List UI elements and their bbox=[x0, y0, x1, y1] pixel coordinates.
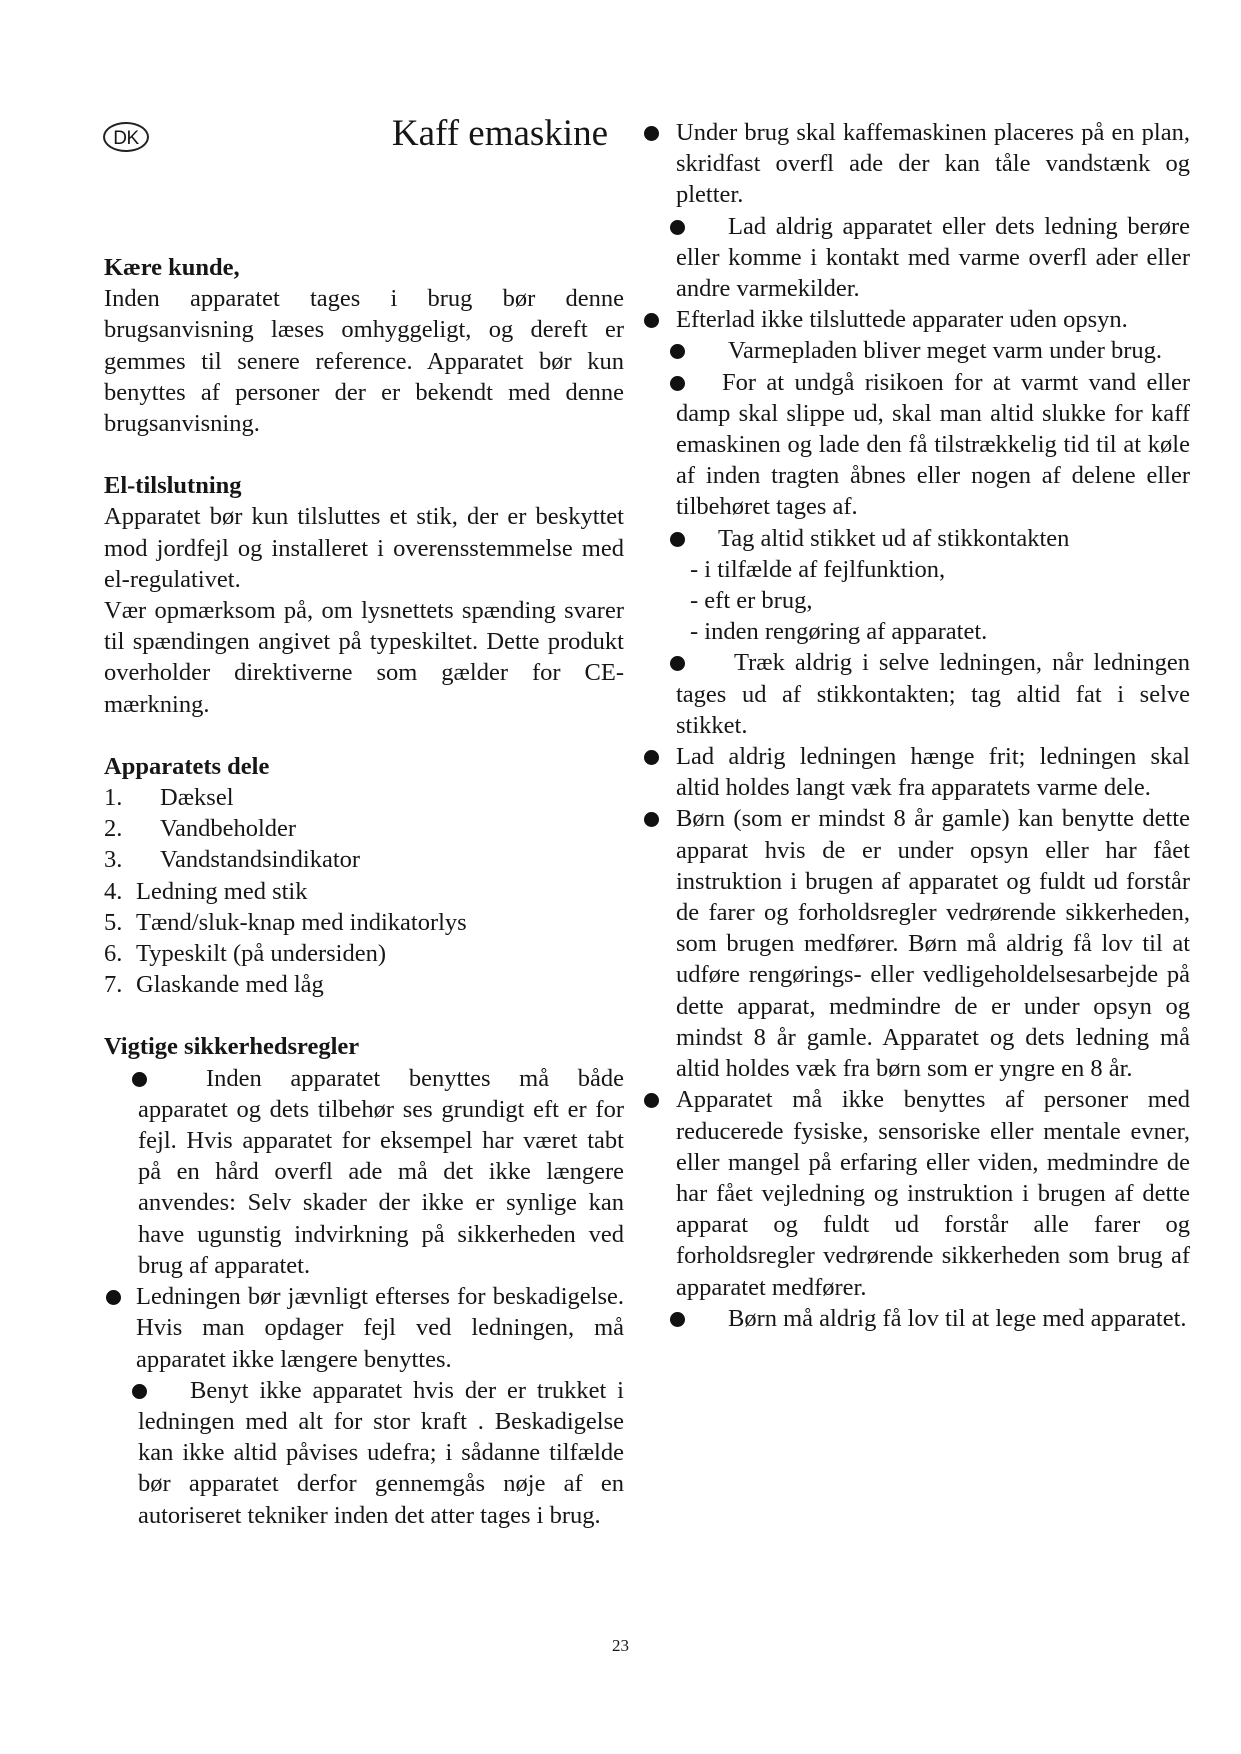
safety-item-text: Lad aldrig apparatet eller dets ledning berøre eller komme i kontakt med varme overfl ader eller andre varmekilder. bbox=[676, 212, 1190, 303]
bullet-icon bbox=[670, 532, 685, 547]
intro-text: Inden apparatet tages i brug bør denne brugsanvisning læses omhyggeligt, og dereft er gemmes til senere reference. Apparatet bør kun benyttes af personer der er bekendt med denne brugsanvisning. bbox=[104, 285, 624, 438]
greeting: Kære kunde, bbox=[104, 254, 240, 281]
safety-item bbox=[676, 367, 1190, 523]
page-title: Kaff emaskine bbox=[391, 113, 608, 154]
safety-item bbox=[104, 1063, 624, 1281]
safety-heading: Vigtige sikkerhedsregler bbox=[104, 1033, 360, 1061]
safety-item bbox=[676, 803, 1190, 1084]
part-number: 6. bbox=[104, 940, 123, 968]
parts-list bbox=[104, 782, 624, 1000]
safety-item-text: Inden apparatet benyttes må både apparatet og dets tilbehør ses grundigt eft er for fejl. Hvis apparatet for eksempel har været tabt på en hård overfl ade må det ikke længere anvendes: Selv skader der ikke er synlige kan have ugunstig indvirkning på sikkerheden ved brug af apparatet. bbox=[138, 1064, 624, 1279]
safety-item bbox=[104, 1375, 624, 1531]
part-label: Ledning med stik bbox=[136, 877, 308, 905]
unplug-case: - i tilfælde af fejlfunktion, bbox=[690, 555, 946, 583]
safety-item bbox=[676, 647, 1190, 741]
bullet-icon bbox=[670, 1312, 685, 1327]
safety-item-text: Lad aldrig ledningen hænge frit; ledningen skal altid holdes langt væk fra apparatets varme dele. bbox=[676, 743, 1190, 802]
bullet-icon bbox=[132, 1072, 147, 1087]
safety-item-text: Apparatet må ikke benyttes af personer med reducerede fysiske, sensoriske eller mentale evner, eller mangel på erfaring eller viden, medmindre de har fået vejledning og instruktion i brugen af dette apparat og fuldt ud forstår alle farer og forholdsregler vedrørende sikkerheden som brug af apparatet medfører. bbox=[676, 1086, 1190, 1301]
safety-item-text: Efterlad ikke tilsluttede apparater uden opsyn. bbox=[676, 306, 1128, 334]
electrical-text-2: Vær opmærksom på, om lysnettets spænding svarer til spændingen angivet på typeskiltet. Dette produkt overholder direktiverne som gælder for CE-mærkning. bbox=[104, 597, 624, 718]
parts-list-item bbox=[104, 938, 624, 969]
page-number: 23 bbox=[612, 1636, 629, 1655]
bullet-icon bbox=[644, 313, 659, 328]
parts-heading: Apparatets dele bbox=[104, 752, 270, 780]
bullet-icon bbox=[670, 376, 685, 391]
safety-item-text: Tag altid stikket ud af stikkontakten bbox=[718, 524, 1070, 552]
part-label: Typeskilt (på undersiden) bbox=[136, 940, 387, 968]
bullet-icon bbox=[644, 1093, 659, 1108]
parts-list-item bbox=[104, 907, 624, 938]
safety-item bbox=[676, 741, 1190, 803]
bullet-icon bbox=[644, 750, 659, 765]
safety-item-text: Træk aldrig i selve ledningen, når ledningen tages ud af stikkontakten; tag altid fat i selve stikket. bbox=[676, 649, 1190, 739]
part-label: Vandbeholder bbox=[160, 815, 297, 843]
part-label: Tænd/sluk-knap med indikatorlys bbox=[136, 908, 467, 936]
safety-item-text: Ledningen bør jævnligt efterses for beskadigelse. Hvis man opdager fejl ved ledningen, må apparatet ikke længere benyttes. bbox=[136, 1283, 624, 1373]
part-number: 1. bbox=[104, 784, 123, 812]
safety-item-text: Benyt ikke apparatet hvis der er trukket i ledningen med alt for stor kraft . Beskadigelse kan ikke altid påvises udefra; i sådanne tilfælde bør apparatet derfor gennemgås nøje af en autoriseret tekniker inden det atter tages i brug. bbox=[138, 1376, 624, 1529]
parts-list-item bbox=[104, 969, 624, 1000]
bullet-icon bbox=[644, 126, 659, 141]
safety-item bbox=[104, 1281, 624, 1375]
right-column bbox=[676, 117, 1190, 1334]
part-number: 7. bbox=[104, 971, 123, 999]
bullet-icon bbox=[106, 1290, 121, 1305]
bullet-icon bbox=[670, 220, 685, 235]
part-number: 5. bbox=[104, 908, 123, 936]
parts-list-item bbox=[104, 782, 624, 813]
part-number: 2. bbox=[104, 815, 123, 843]
part-label: Dæksel bbox=[160, 784, 234, 812]
safety-item-text: Børn (som er mindst 8 år gamle) kan benytte dette apparat hvis de er under opsyn eller har fået instruktion i brugen af apparatet og fuldt ud forstår de farer og forholdsregler vedrørende sikkerheden, som brugen medfører. Børn må aldrig få lov til at udføre rengørings- eller vedligeholdelsesarbejde på dette apparat, medmindre de er under opsyn og mindst 8 år gamle. Apparatet og dets ledning må altid holdes væk fra børn som er yngre en 8 år. bbox=[676, 805, 1190, 1083]
safety-item bbox=[676, 1084, 1190, 1302]
part-label: Glaskande med låg bbox=[136, 971, 324, 999]
safety-item-text: Varmepladen bliver meget varm under brug. bbox=[728, 337, 1163, 365]
safety-item bbox=[676, 1303, 1190, 1334]
electrical-text-1: Apparatet bør kun tilsluttes et stik, der er beskyttet mod jordfejl og installeret i overensstemmelse med el-regulativet. bbox=[104, 503, 624, 593]
safety-item-text: Under brug skal kaffemaskinen placeres på en plan, skridfast overfl ade der kan tåle vandstænk og pletter. bbox=[676, 119, 1190, 209]
parts-list-item bbox=[104, 813, 624, 844]
part-number: 4. bbox=[104, 877, 123, 905]
parts-list-item bbox=[104, 844, 624, 875]
part-label: Vandstandsindikator bbox=[160, 846, 361, 874]
safety-item bbox=[676, 117, 1190, 211]
safety-item-text: Børn må aldrig få lov til at lege med apparatet. bbox=[728, 1304, 1187, 1332]
part-number: 3. bbox=[104, 846, 123, 874]
safety-item-text: For at undgå risikoen for at varmt vand eller damp skal slippe ud, skal man altid slukke for kaff emaskinen og lade den få tilstrækkelig tid til at køle af inden tragten åbnes eller nogen af delene eller tilbehøret tages af. bbox=[676, 368, 1190, 521]
safety-item bbox=[676, 211, 1190, 305]
country-badge: DK bbox=[103, 122, 149, 152]
left-column bbox=[104, 252, 624, 1531]
bullet-icon bbox=[132, 1384, 147, 1399]
parts-list-item bbox=[104, 876, 624, 907]
bullet-icon bbox=[644, 812, 659, 827]
safety-item bbox=[676, 304, 1190, 335]
safety-item bbox=[676, 523, 1190, 554]
safety-item bbox=[676, 335, 1190, 366]
unplug-case: - eft er brug, bbox=[690, 587, 813, 615]
electrical-heading: El-tilslutning bbox=[104, 472, 242, 500]
unplug-case: - inden rengøring af apparatet. bbox=[690, 618, 988, 646]
